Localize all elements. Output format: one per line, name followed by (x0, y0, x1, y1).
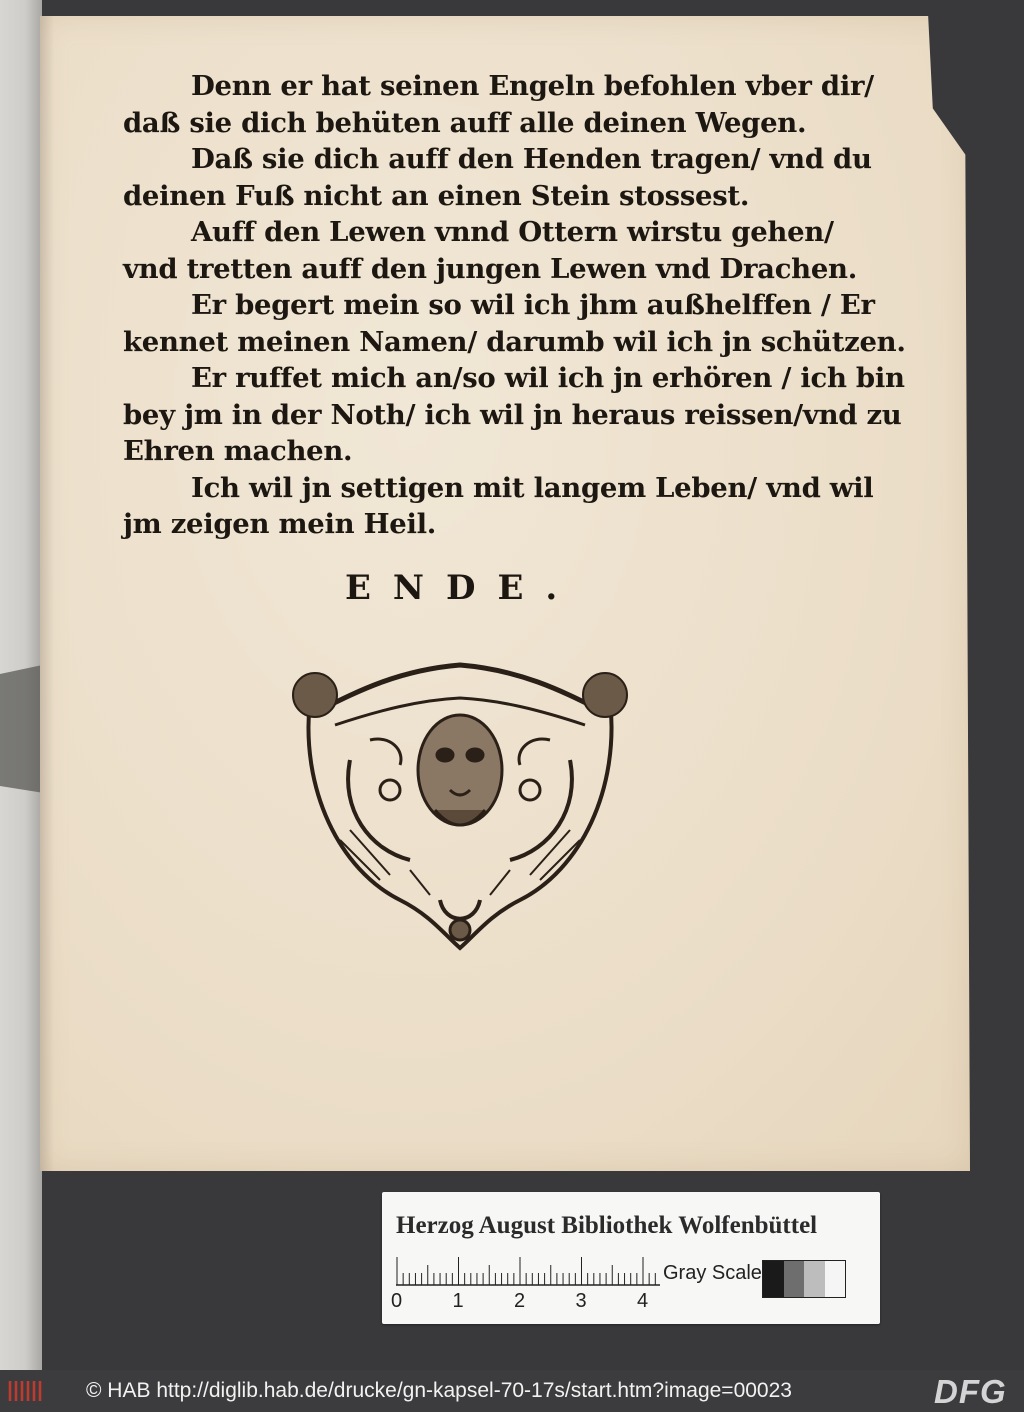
library-logo-icon (6, 1377, 46, 1405)
dfg-logo: DFG (934, 1373, 1007, 1410)
text-line: Denn er hat seinen Engeln befohlen vber dir/ (191, 70, 874, 102)
text-line: Er ruffet mich an/so wil ich jn erhören / ich bin (191, 362, 905, 394)
gray-patch (804, 1261, 825, 1297)
ruler-number: 3 (575, 1290, 587, 1312)
text-line: Er begert mein so wil ich jhm außhelffen / Er (191, 289, 875, 321)
text-line: kennet meinen Namen/ darumb wil ich jn schützen. (123, 325, 906, 358)
ruler-number: 2 (514, 1290, 526, 1312)
gray-scale-label: Gray Scale (663, 1262, 762, 1284)
text-line: Daß sie dich auff den Henden tragen/ vnd du (191, 143, 872, 175)
text-line: jm zeigen mein Heil. (123, 508, 437, 540)
ruler-number: 0 (391, 1290, 403, 1312)
card-title: Herzog August Bibliothek Wolfenbüttel (396, 1212, 818, 1239)
ruler-scale (396, 1254, 660, 1286)
ende-heading: ENDE. (345, 568, 580, 608)
psalm-text (123, 68, 906, 543)
scale-card (382, 1192, 880, 1324)
text-line: Ich wil jn settigen mit langem Leben/ vnd wil (191, 471, 874, 504)
text-line: deinen Fuß nicht an einen Stein stossest. (123, 179, 750, 212)
mascaron-ornament (280, 640, 640, 955)
text-line: bey jm in der Noth/ ich wil jn heraus reissen/vnd zu (123, 398, 902, 431)
text-line: vnd tretten auff den jungen Lewen vnd Drachen. (123, 252, 858, 285)
gray-patch (763, 1261, 784, 1297)
copyright-url: © HAB http://diglib.hab.de/drucke/gn-kapsel-70-17s/start.htm?image=00023 (86, 1379, 792, 1402)
text-line: Ehren machen. (123, 435, 353, 467)
ruler-number: 1 (452, 1290, 464, 1312)
footer-bar (0, 1370, 1024, 1412)
gray-patch (784, 1261, 805, 1297)
gray-scale-patches (762, 1260, 846, 1298)
gray-patch (825, 1261, 846, 1297)
text-line: Auff den Lewen vnnd Ottern wirstu gehen/ (191, 216, 834, 248)
text-line: daß sie dich behüten auff alle deinen Wegen. (123, 106, 807, 139)
ruler-number: 4 (637, 1290, 649, 1312)
